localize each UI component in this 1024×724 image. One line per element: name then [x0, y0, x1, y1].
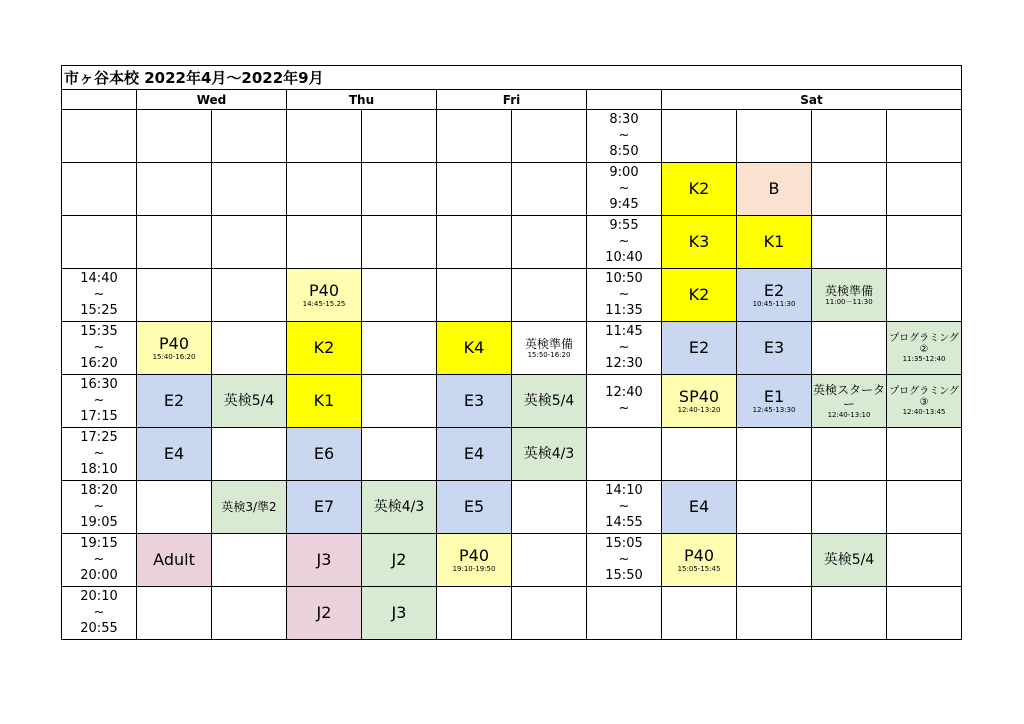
class-cell [137, 481, 212, 534]
sat-time-line: 15:05 [605, 536, 643, 551]
class-time-note: 12:40-13:20 [677, 405, 721, 414]
schedule-row [62, 163, 962, 216]
schedule-row [62, 481, 962, 534]
sat-time-cell [587, 163, 662, 216]
wed-time-cell [62, 587, 137, 640]
day-header-fri: Fri [437, 90, 587, 110]
class-label: E4 [688, 497, 710, 516]
class-label: P40 [683, 545, 714, 565]
class-cell [137, 110, 212, 163]
wed-time-line: 19:05 [80, 515, 118, 530]
sat-time-cell [587, 322, 662, 375]
wed-time-line: 18:10 [80, 462, 118, 477]
class-cell [737, 216, 812, 269]
sat-time-cell [587, 375, 662, 428]
sat-time-line: ~ [618, 181, 630, 196]
class-time-note: 12:40-13:10 [827, 410, 871, 419]
wed-time-line: 20:00 [80, 568, 118, 583]
class-cell [512, 269, 587, 322]
class-label: プログラミング② [889, 332, 959, 355]
class-label: J3 [391, 603, 407, 622]
class-label: P40 [308, 280, 339, 300]
schedule-row [62, 375, 962, 428]
class-cell [212, 163, 287, 216]
class-cell [362, 110, 437, 163]
class-label: 英検5/4 [823, 552, 875, 568]
class-label: E1 [763, 386, 785, 406]
class-label: K4 [463, 338, 485, 357]
class-cell [737, 110, 812, 163]
wed-time-line: ~ [93, 605, 105, 620]
class-cell [137, 269, 212, 322]
wed-time-line: 17:15 [80, 409, 118, 424]
wed-time-line: ~ [93, 287, 105, 302]
page-title: 市ヶ谷本校 2022年4月～2022年9月 [62, 66, 962, 90]
class-label: K2 [688, 179, 710, 198]
class-cell [437, 110, 512, 163]
sat-time-line: ~ [618, 234, 630, 249]
schedule-row [62, 110, 962, 163]
wed-time-line: 20:55 [80, 621, 118, 636]
sat-time-line: 9:55 [609, 218, 639, 233]
class-cell [437, 322, 512, 375]
class-cell [287, 534, 362, 587]
sat-time-line: 15:50 [605, 568, 643, 583]
class-cell [437, 163, 512, 216]
timetable [61, 65, 962, 640]
class-cell [287, 375, 362, 428]
class-cell [887, 375, 962, 428]
class-cell [287, 481, 362, 534]
schedule-row [62, 216, 962, 269]
class-cell [212, 375, 287, 428]
class-time-note: 12:40-13:45 [902, 407, 946, 416]
class-cell [887, 534, 962, 587]
class-cell [137, 534, 212, 587]
class-label: プログラミング③ [889, 385, 959, 408]
schedule-row [62, 587, 962, 640]
class-cell [662, 587, 737, 640]
class-cell [212, 587, 287, 640]
sat-time-cell [587, 269, 662, 322]
schedule-row [62, 534, 962, 587]
class-time-note: 14:45-15.25 [302, 299, 346, 308]
class-time-note: 12:45-13:30 [752, 405, 796, 414]
class-cell [137, 216, 212, 269]
class-cell [212, 428, 287, 481]
wed-time-cell [62, 322, 137, 375]
class-cell [737, 163, 812, 216]
class-cell [137, 587, 212, 640]
wed-time-cell [62, 269, 137, 322]
class-cell [662, 163, 737, 216]
class-cell [437, 587, 512, 640]
class-label: J2 [391, 550, 407, 569]
class-label: E3 [463, 391, 485, 410]
class-cell [737, 375, 812, 428]
class-label: E2 [763, 280, 785, 300]
wed-time-cell [62, 163, 137, 216]
class-label: E5 [463, 497, 485, 516]
class-cell [362, 322, 437, 375]
class-label: E3 [763, 338, 785, 357]
wed-time-line: ~ [93, 499, 105, 514]
class-cell [512, 110, 587, 163]
class-label: E2 [688, 338, 710, 357]
wed-time-line: 17:25 [80, 430, 118, 445]
wed-time-line: 14:40 [80, 271, 118, 286]
class-cell [287, 587, 362, 640]
class-cell [887, 216, 962, 269]
class-time-note: 15:50-16:20 [527, 350, 571, 359]
class-cell [362, 375, 437, 428]
class-cell [287, 110, 362, 163]
class-label: 英検準備 [524, 336, 573, 351]
wed-time-line: 15:35 [80, 324, 118, 339]
class-label: 英検スターター [812, 382, 885, 411]
class-cell [512, 587, 587, 640]
sat-time-line: 14:55 [605, 515, 643, 530]
class-label: 英検4/3 [373, 499, 425, 515]
class-label: E2 [163, 391, 185, 410]
class-time-note: 19:10-19:50 [452, 564, 496, 573]
class-label: Adult [153, 550, 195, 569]
class-label: SP40 [678, 386, 720, 406]
corner-header-cell [62, 90, 137, 110]
sat-time-line: ~ [618, 287, 630, 302]
class-cell [737, 534, 812, 587]
class-cell [437, 375, 512, 428]
class-cell [662, 375, 737, 428]
class-time-note: 11:35-12:40 [902, 354, 946, 363]
class-cell [212, 216, 287, 269]
sat-time-header-cell [587, 90, 662, 110]
class-cell [362, 428, 437, 481]
class-cell [512, 163, 587, 216]
sat-time-cell [587, 534, 662, 587]
class-cell [887, 322, 962, 375]
class-cell [887, 163, 962, 216]
wed-time-cell [62, 110, 137, 163]
class-time-note: 15:40-16:20 [152, 352, 196, 361]
sat-time-line: 12:30 [605, 356, 643, 371]
class-cell [287, 269, 362, 322]
wed-time-cell [62, 375, 137, 428]
class-label: K3 [688, 232, 710, 251]
schedule-row [62, 269, 962, 322]
sat-time-line: ~ [618, 401, 630, 416]
class-cell [137, 322, 212, 375]
class-cell [887, 428, 962, 481]
class-label: E4 [463, 444, 485, 463]
class-cell [212, 322, 287, 375]
class-cell [512, 322, 587, 375]
class-label: K1 [313, 391, 335, 410]
class-cell [512, 428, 587, 481]
class-label: E6 [313, 444, 335, 463]
wed-time-cell [62, 481, 137, 534]
class-cell [362, 534, 437, 587]
class-cell [887, 587, 962, 640]
class-label: 英検4/3 [523, 446, 575, 462]
class-time-note: 11:00－11:30 [825, 297, 873, 306]
class-cell [362, 481, 437, 534]
wed-time-cell [62, 216, 137, 269]
sat-time-line: ~ [618, 499, 630, 514]
wed-time-line: ~ [93, 552, 105, 567]
class-label: P40 [158, 333, 189, 353]
wed-time-line: 19:15 [80, 536, 118, 551]
class-label: K1 [763, 232, 785, 251]
class-cell [812, 163, 887, 216]
class-time-note: 15:05-15:45 [677, 564, 721, 573]
sat-time-cell [587, 481, 662, 534]
class-cell [737, 481, 812, 534]
class-label: K2 [688, 285, 710, 304]
class-label: J3 [316, 550, 332, 569]
sat-time-line: 11:45 [605, 324, 643, 339]
schedule-table [61, 65, 962, 640]
class-cell [437, 216, 512, 269]
class-time-note: 10:45-11:30 [752, 299, 796, 308]
class-cell [812, 534, 887, 587]
class-cell [362, 269, 437, 322]
wed-time-line: ~ [93, 446, 105, 461]
class-cell [137, 428, 212, 481]
class-cell [812, 216, 887, 269]
sat-time-line: 12:40 [605, 385, 643, 400]
sat-time-line: 8:30 [609, 112, 639, 127]
class-cell [662, 216, 737, 269]
sat-time-cell [587, 216, 662, 269]
class-label: 英検5/4 [523, 393, 575, 409]
class-cell [737, 587, 812, 640]
class-label: E7 [313, 497, 335, 516]
wed-time-line: 18:20 [80, 483, 118, 498]
class-cell [737, 269, 812, 322]
class-cell [812, 322, 887, 375]
class-cell [512, 375, 587, 428]
sat-time-line: 9:45 [609, 197, 639, 212]
class-cell [662, 110, 737, 163]
class-cell [287, 428, 362, 481]
class-cell [437, 481, 512, 534]
class-cell [137, 375, 212, 428]
class-cell [437, 534, 512, 587]
schedule-row [62, 428, 962, 481]
sat-time-line: ~ [618, 552, 630, 567]
day-header-wed: Wed [137, 90, 287, 110]
class-cell [212, 110, 287, 163]
class-label: 英検5/4 [223, 393, 275, 409]
sat-time-line: 9:00 [609, 165, 639, 180]
class-cell [212, 481, 287, 534]
class-cell [662, 322, 737, 375]
class-label: 英検準備 [824, 283, 873, 298]
class-label: 英検3/準2 [221, 500, 277, 514]
wed-time-cell [62, 534, 137, 587]
class-label: E4 [163, 444, 185, 463]
class-cell [812, 587, 887, 640]
class-cell [137, 163, 212, 216]
day-header-sat: Sat [662, 90, 962, 110]
class-cell [212, 534, 287, 587]
class-cell [512, 481, 587, 534]
wed-time-line: ~ [93, 393, 105, 408]
class-label: J2 [316, 603, 332, 622]
day-header-thu: Thu [287, 90, 437, 110]
class-cell [737, 322, 812, 375]
class-cell [212, 269, 287, 322]
class-cell [887, 481, 962, 534]
wed-time-line: 16:20 [80, 356, 118, 371]
class-cell [437, 428, 512, 481]
sat-time-line: ~ [618, 340, 630, 355]
class-label: K2 [313, 338, 335, 357]
class-cell [287, 216, 362, 269]
class-cell [662, 534, 737, 587]
class-cell [812, 269, 887, 322]
wed-time-line: 16:30 [80, 377, 118, 392]
wed-time-line: 20:10 [80, 589, 118, 604]
class-label: B [768, 179, 780, 198]
wed-time-cell [62, 428, 137, 481]
class-cell [362, 587, 437, 640]
wed-time-line: 15:25 [80, 303, 118, 318]
class-cell [362, 216, 437, 269]
class-cell [662, 481, 737, 534]
sat-time-line: 10:50 [605, 271, 643, 286]
class-cell [812, 110, 887, 163]
sat-time-line: ~ [618, 128, 630, 143]
schedule-row [62, 322, 962, 375]
sat-time-line: 11:35 [605, 303, 643, 318]
class-cell [512, 534, 587, 587]
class-cell [812, 375, 887, 428]
class-cell [437, 269, 512, 322]
class-cell [662, 428, 737, 481]
sat-time-cell [587, 110, 662, 163]
sat-time-line: 10:40 [605, 250, 643, 265]
sat-time-cell [587, 587, 662, 640]
class-cell [812, 428, 887, 481]
class-cell [662, 269, 737, 322]
class-cell [737, 428, 812, 481]
sat-time-line: 8:50 [609, 144, 639, 159]
class-cell [287, 322, 362, 375]
class-cell [512, 216, 587, 269]
class-cell [812, 481, 887, 534]
wed-time-line: ~ [93, 340, 105, 355]
sat-time-cell [587, 428, 662, 481]
class-cell [887, 110, 962, 163]
class-label: P40 [458, 545, 489, 565]
class-cell [362, 163, 437, 216]
class-cell [287, 163, 362, 216]
class-cell [887, 269, 962, 322]
sat-time-line: 14:10 [605, 483, 643, 498]
